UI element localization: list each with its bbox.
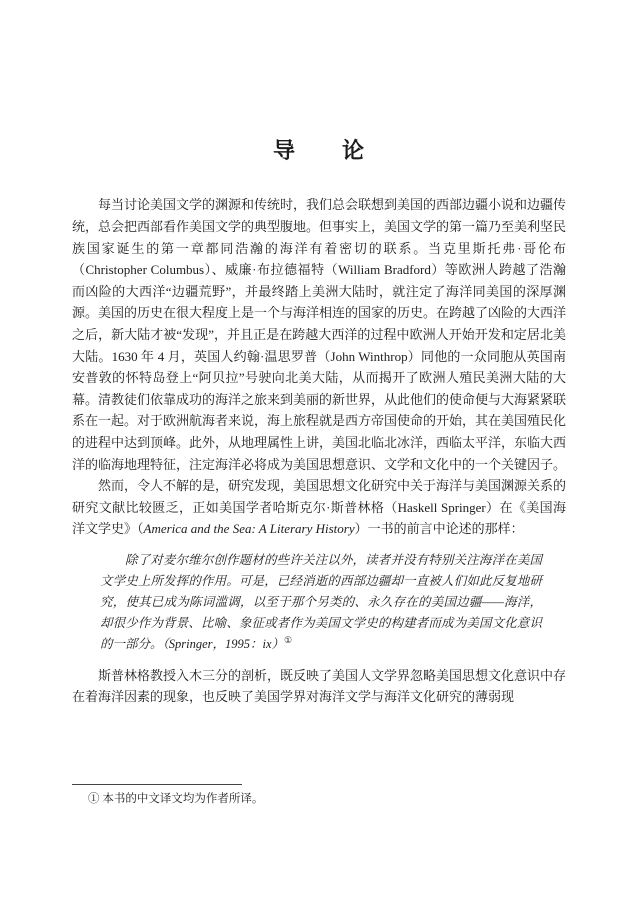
- chapter-title: 导 论: [272, 138, 365, 163]
- footnote-content: 本书的中文译文均为作者所译。: [102, 793, 264, 805]
- page-content: [72, 138, 566, 708]
- paragraph-2-text-pre: 然而，令人不解的是，研究发现，美国思想文化研究中关于海洋与美国渊源关系的研究文献比较匮乏，正如美国学者哈斯克尔·斯普林格（Haskell Springer）在《美国海洋文学史》（: [72, 478, 567, 537]
- paragraph-3: 斯普林格教授入木三分的剖析，既反映了美国人文学界忽略美国思想文化意识中存在着海洋因素的现象，也反映了美国学界对海洋文学与海洋文化研究的薄弱现: [72, 667, 567, 705]
- footnote-divider: [72, 784, 242, 785]
- block-quote: [100, 550, 542, 655]
- footnote-reference-mark: ①: [284, 634, 293, 645]
- footnote-mark: ①: [88, 793, 100, 805]
- footnote-text: [72, 791, 566, 808]
- english-book-title: America and the Sea: A Literary History: [143, 521, 355, 537]
- paragraph-1: 每当讨论美国文学的渊源和传统时，我们总会联想到美国的西部边疆小说和边疆传统，总会把西部看作美国文学的典型腹地。但事实上，美国文学的第一篇乃至美利坚民族国家诞生的第一章都同浩瀚的海洋有着密切的联系。当克里斯托弗·哥伦布（Christopher Columbus）、威廉·布拉德福特（William Bradford）等欧洲人跨越了浩瀚而凶险的大西洋“边疆荒野”，并最终踏上美洲大陆时，就注定了海洋同美国的深厚渊源。美国的历史在很大程度上是一个与海洋相连的国家的历史。在跨越了凶险的大西洋之后，新大陆才被“发现”，并且正是在跨越大西洋的过程中欧洲人开始开发和定居北美大陆。1630 年 4 月，英国人约翰·温思罗普（John Winthrop）同他的一众同胞从英国南安普敦的怀特岛登上“阿贝拉”号驶向北美大陆，从而揭开了欧洲人殖民美洲大陆的大幕。清教徒们依靠成功的海洋之旅来到美丽的新世界，从此他们的使命便与大海紧紧联系在一起。对于欧洲航海者来说，海上旅程就是西方帝国使命的开始，其在美国殖民化的进程中达到顶峰。此外，从地理属性上讲，美国北临北冰洋，西临太平洋，东临大西洋的临海地理特征，注定海洋必将成为美国思想意识、文学和文化中的一个关键因子。: [72, 197, 567, 472]
- quote-text: 除了对麦尔维尔创作题材的些许关注以外，读者并没有特别关注海洋在美国文学史上所发挥的作用。可是，已经消逝的西部边疆却一直被人们如此反复地研究，使其已成为陈词滥调，以至于那个另类的、永久存在的美国边疆——海洋，却很少作为背景、比喻、象征或者作为美国文学史的构建者而成为美国文化意识的一部分。（Springer，1995：ix）: [100, 552, 542, 651]
- paragraph-2-text-post: ）一书的前言中论述的那样：: [354, 521, 524, 537]
- paragraph-2: [72, 475, 566, 540]
- footnote-area: [72, 784, 566, 808]
